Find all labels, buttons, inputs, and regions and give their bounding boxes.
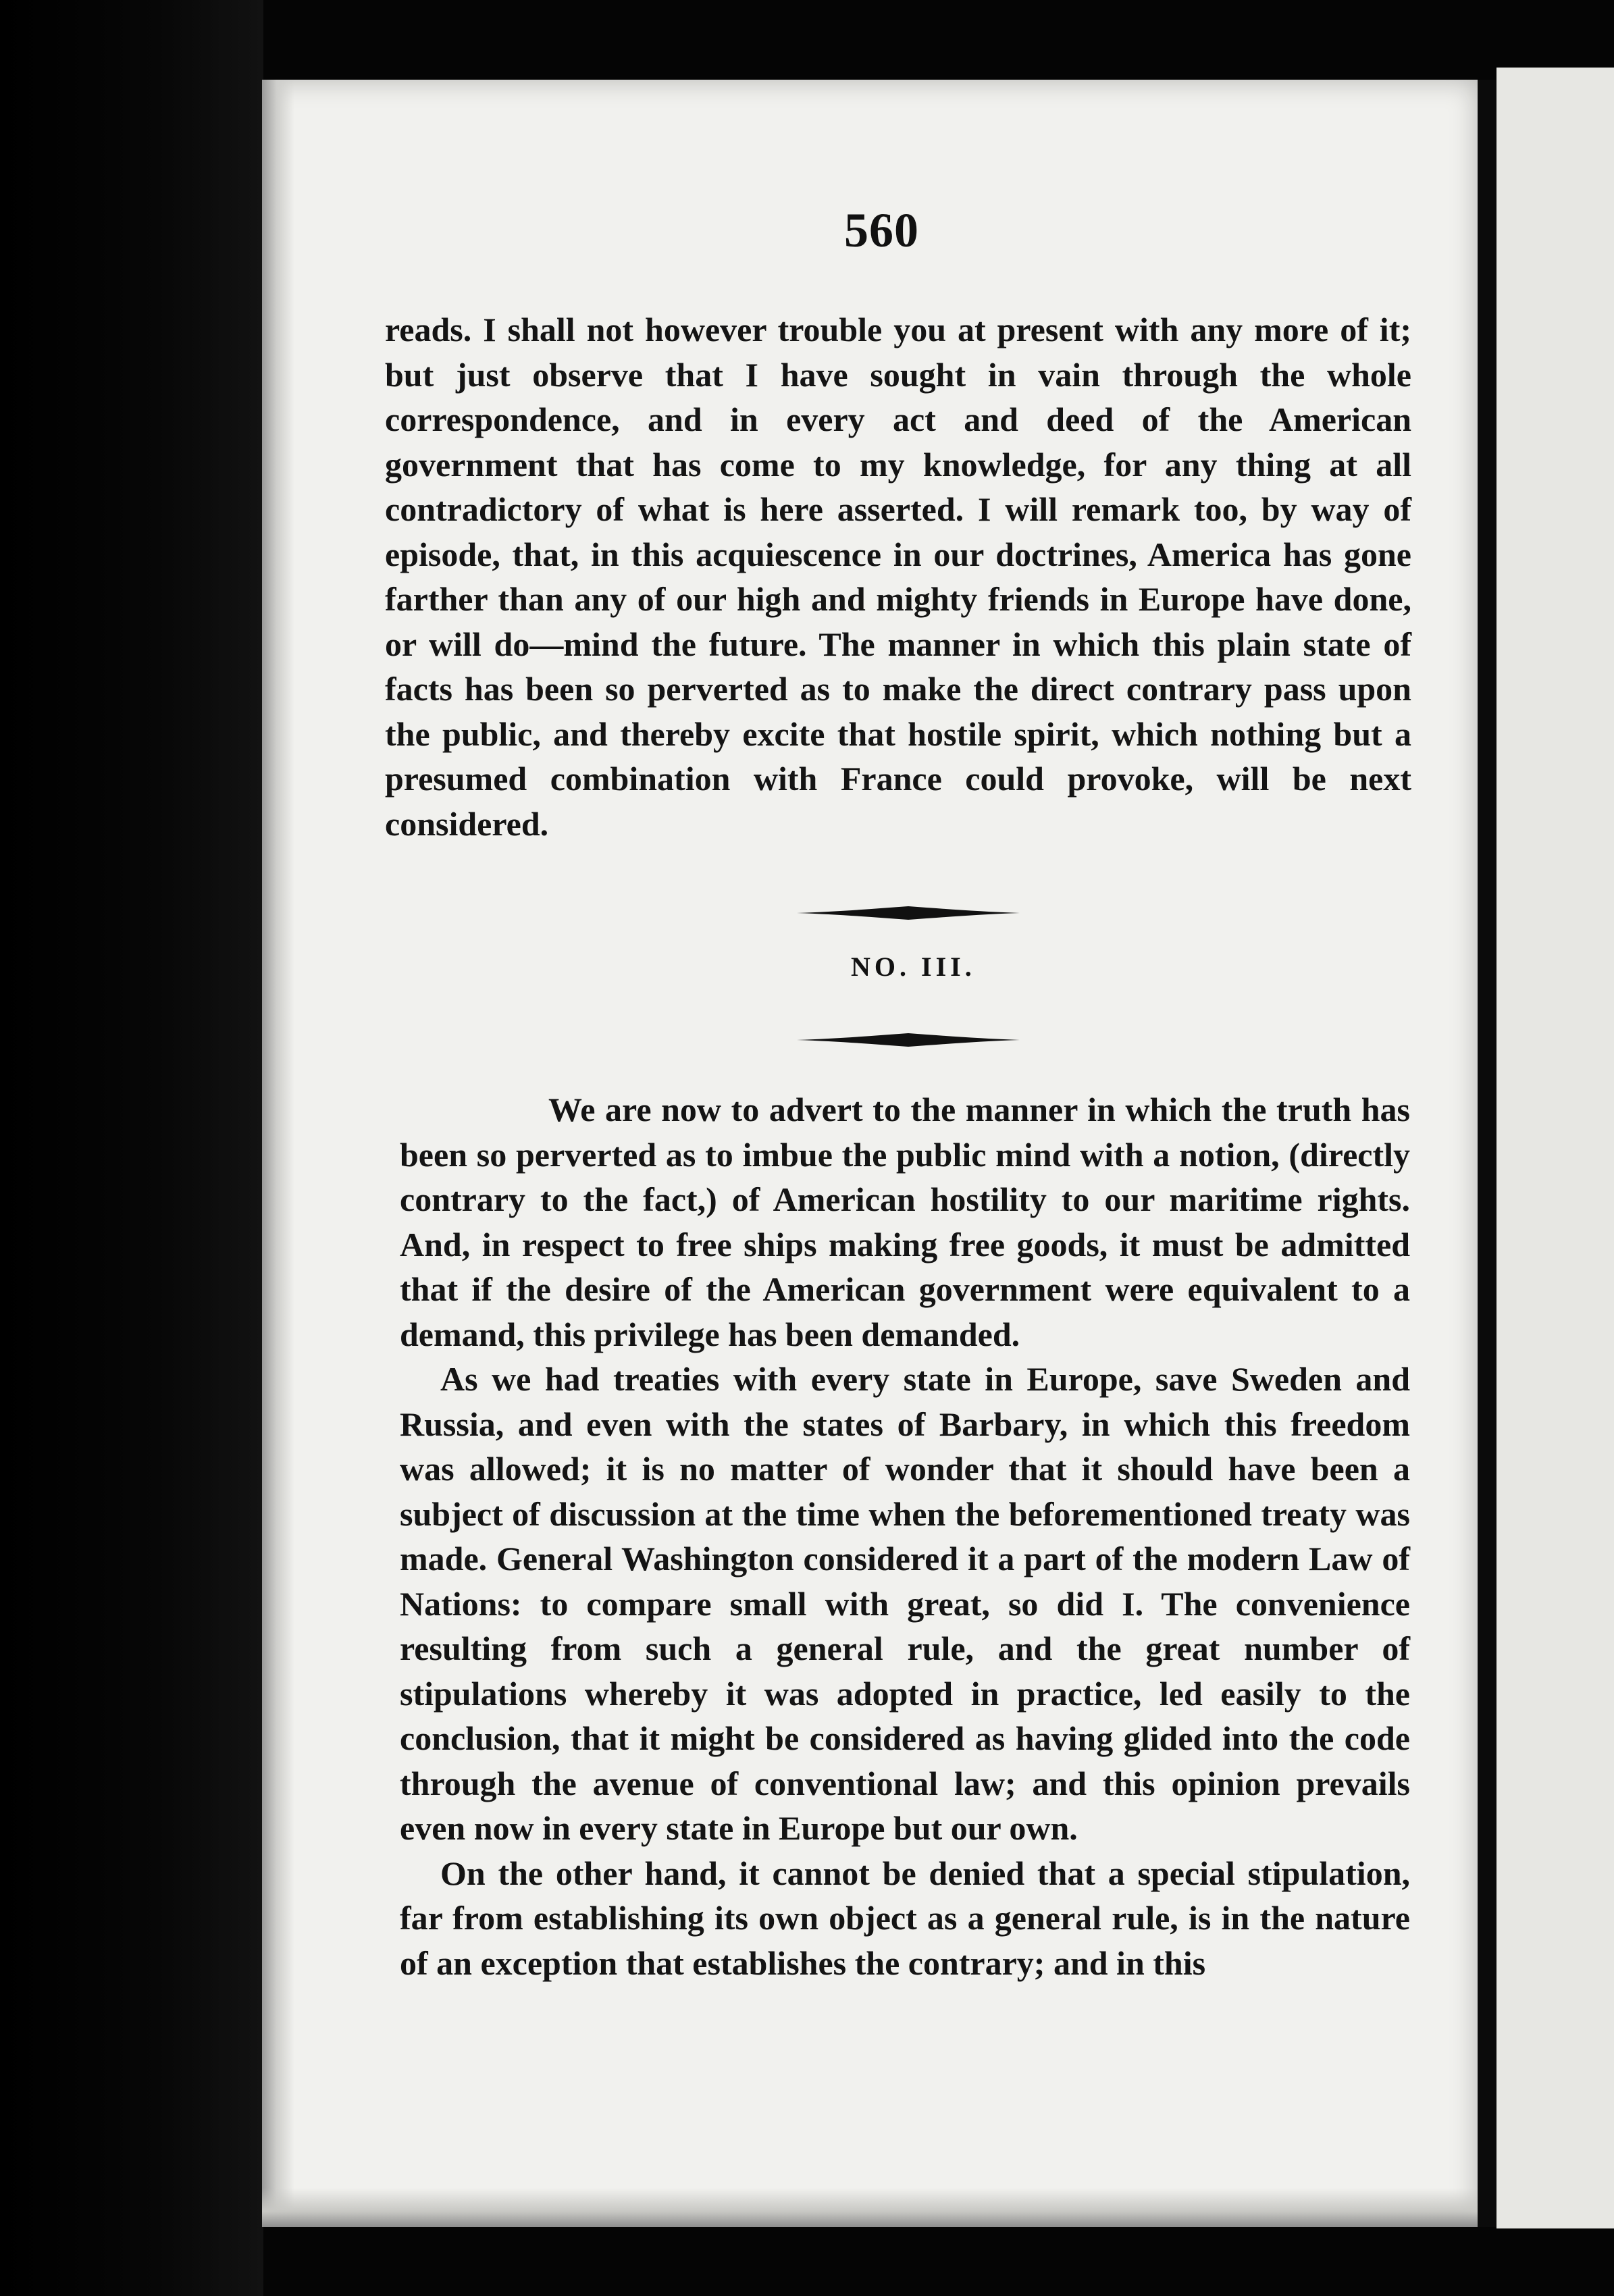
paragraph: On the other hand, it cannot be denied that a special stipulation, far from establishing its own object as a general rule, is in the nature of an exception that establishes the contrary; and in this: [400, 1854, 1410, 1982]
book-gutter-left: [0, 0, 263, 2296]
paragraph: As we had treaties with every state in Europe, save Sweden and Russia, and even with the states of Barbary, in which this freedom was allowed; it is no matter of wonder that it should have been a subject of discussion at the time when the beforementioned treaty was made. General Washington considered it a part of the modern Law of Nations: to compare small with great, so did I. The convenience resulting from such a general rule, and the great number of stipulations whereby it was adopted in practice, led easily to the conclusion, that it might be considered as having glided into the code through the avenue of conventional law; and this opinion prevails even now in every state in Europe but our own.: [400, 1360, 1410, 1847]
page-edge-shadow: [262, 80, 294, 2227]
ornamental-rule-top: [797, 905, 1020, 921]
paragraph: reads. I shall not however trouble you at present with any more of it; but just observe that I have sought in vain through the whole correspondence, and in every act and deed of the American government that has come to my knowledge, for any thing at all contradictory of what is here asserted. I will remark too, by way of episode, that, in this acquiescence in our doctrines, America has gone farther than any of our high and mighty friends in Europe have done, or will do—mind the future. The manner in which this plain state of facts has been so perverted as to make the direct contrary pass upon the public, and thereby excite that hostile spirit, which nothing but a presumed combination with France could provoke, will be next considered.: [385, 311, 1411, 843]
page-bottom-shadow: [262, 2188, 1478, 2227]
text-block-bottom: [400, 1087, 1410, 1985]
paragraph: We are now to advert to the manner in which the truth has been so perverted as to imbue the public mind with a notion, (directly contrary to the fact,) of American hostility to our maritime rights. And, in respect to free ships making free goods, it must be admitted that if the desire of the American government were equivalent to a demand, this privilege has been demanded.: [400, 1091, 1410, 1353]
ornamental-rule-bottom: [797, 1032, 1020, 1048]
text-block-top: [385, 307, 1411, 846]
page-spine: [1478, 80, 1496, 2227]
section-heading: NO. III.: [851, 951, 976, 982]
page-number: 560: [844, 203, 919, 257]
next-page-edge: [1496, 68, 1614, 2228]
